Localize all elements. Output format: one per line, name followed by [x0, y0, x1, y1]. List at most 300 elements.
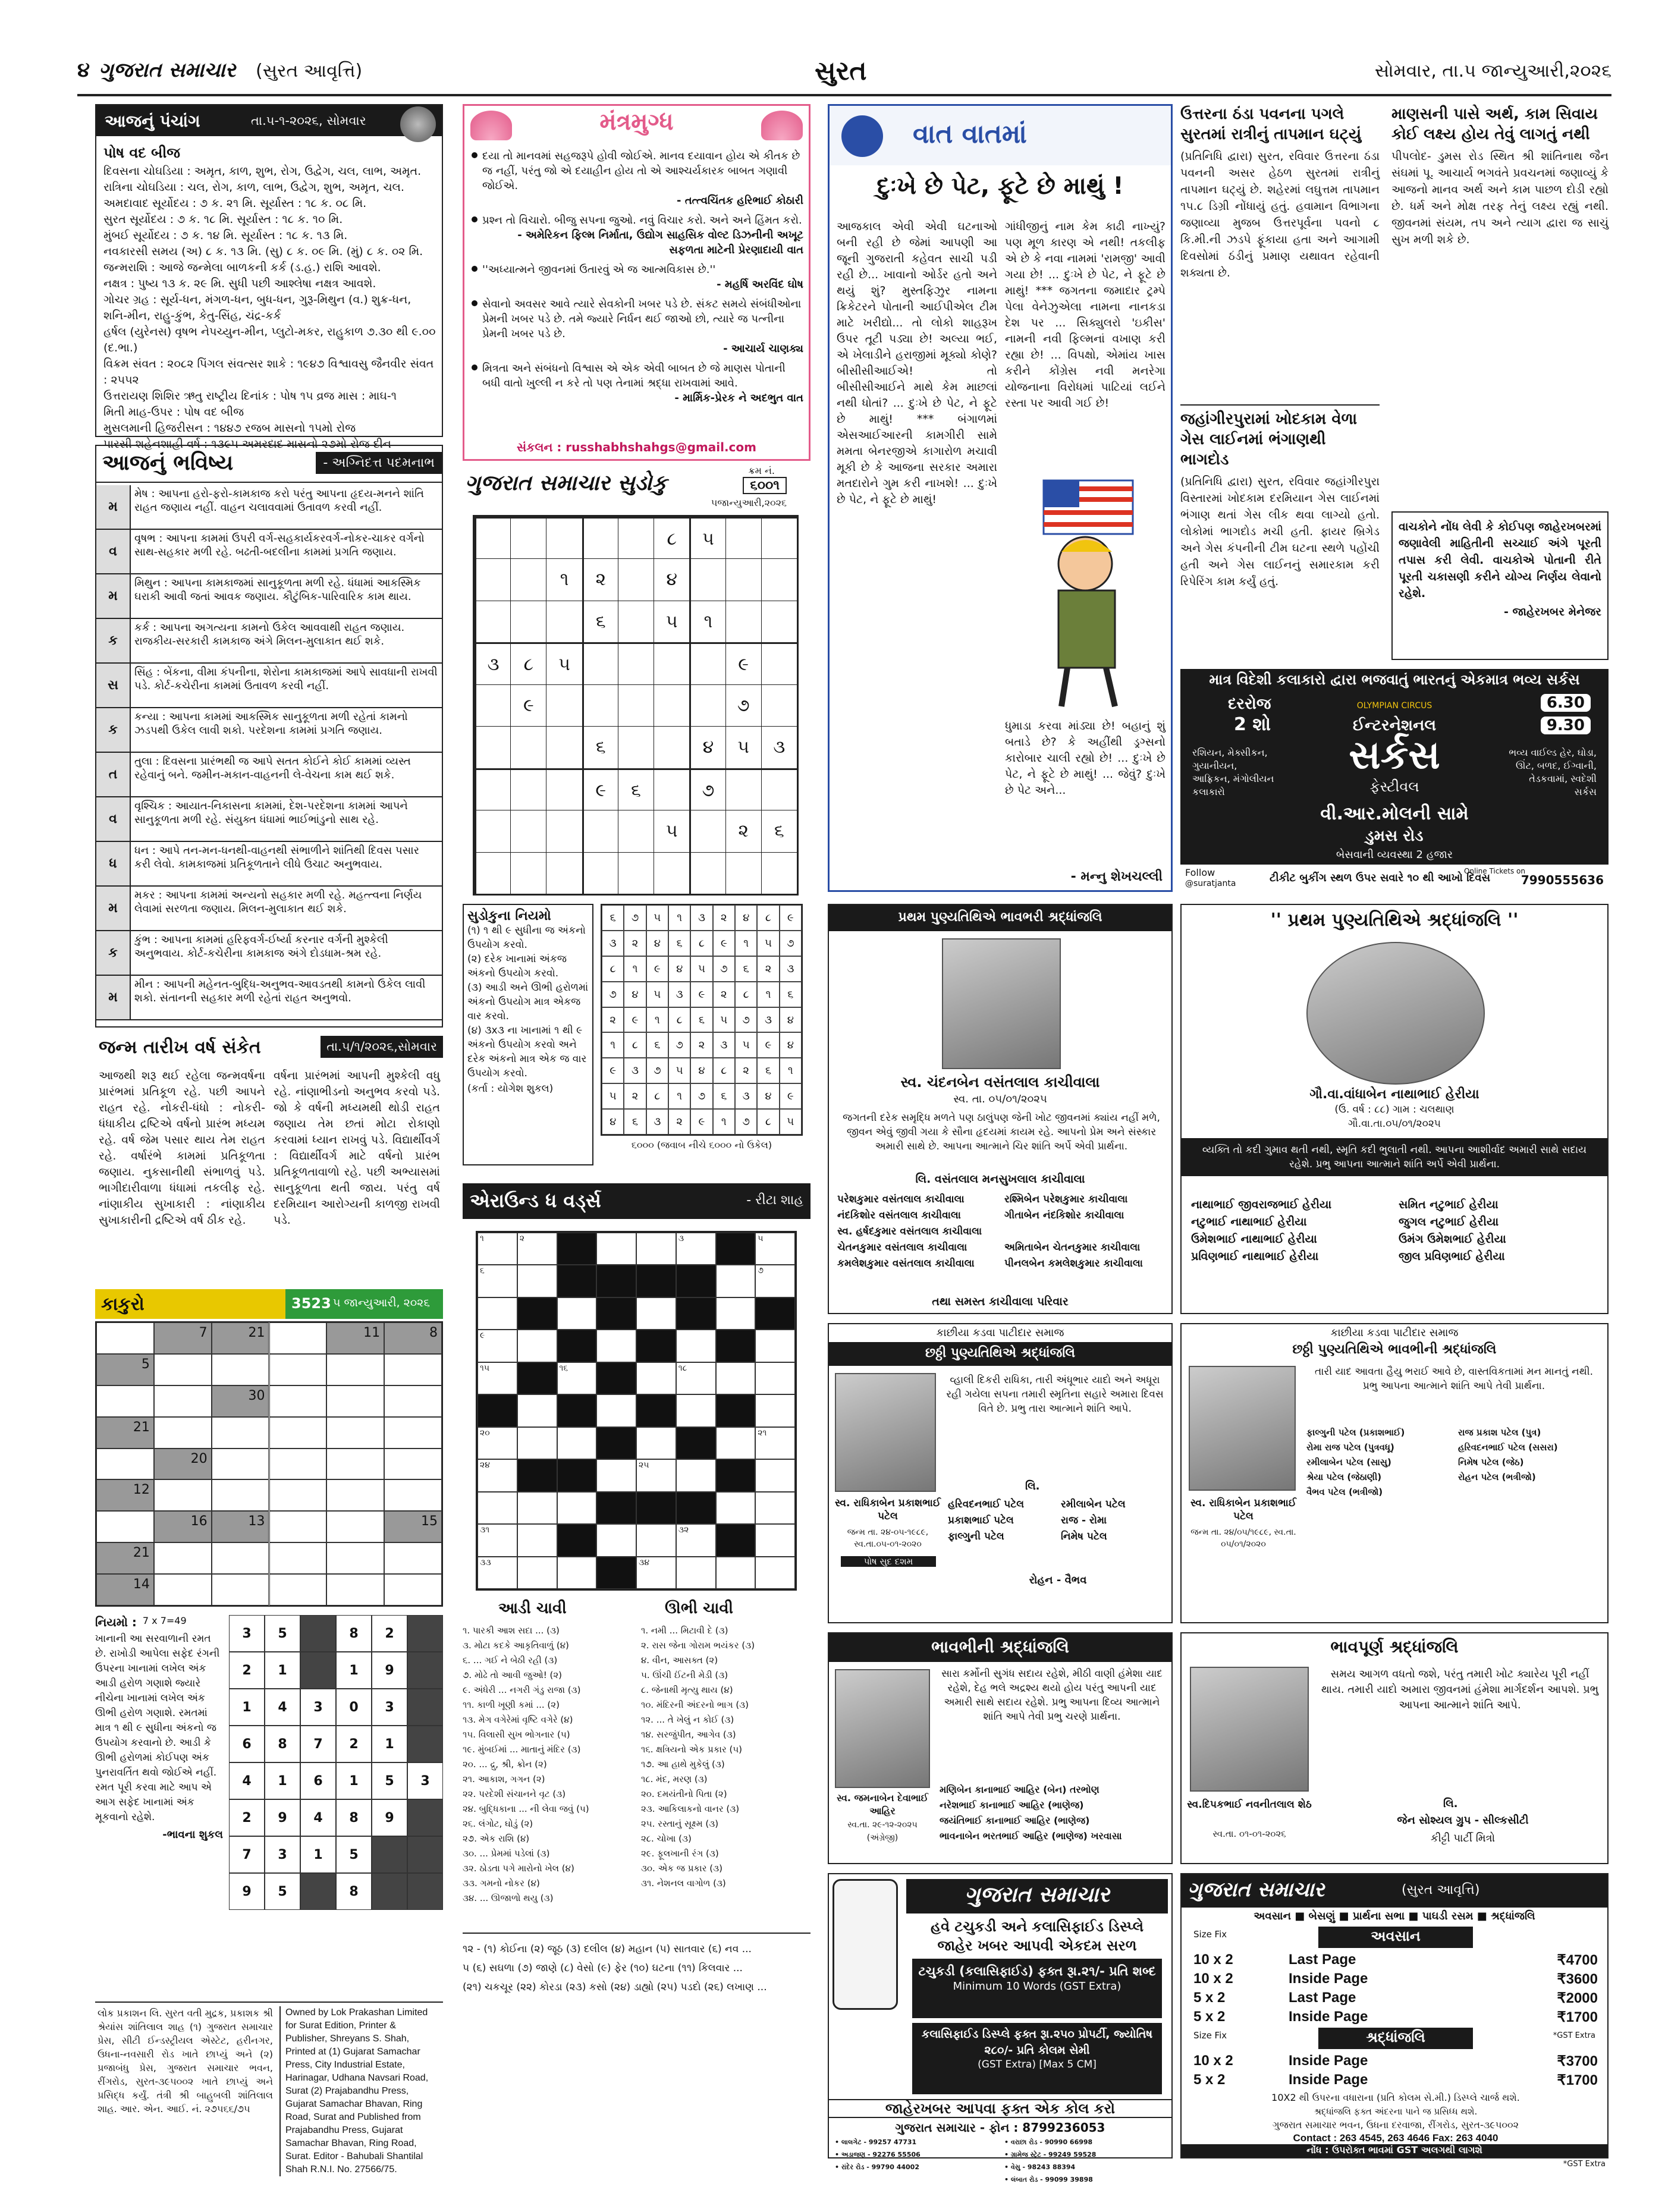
rashi-item [96, 753, 442, 797]
sudoku-cell [546, 726, 582, 768]
crossword-cell [517, 1233, 557, 1265]
imprint [95, 2002, 443, 2175]
janm-title: જન્મ તારીખ વર્ષ સંકેત [99, 1037, 261, 1058]
sudoku-cell [582, 517, 618, 558]
tribute-name: જીલ પ્રવિણભાઈ હેરીયા [1399, 1250, 1505, 1263]
ad2-gst-outer: *GST Extra [1563, 2160, 1606, 2169]
down-clue: ૩૧. નેશનલ વાગોળ (૩) [641, 1878, 726, 1889]
kakuro-rules-author: -ભાવના શુકલ [162, 1828, 223, 1841]
crossword-black-cell [716, 1330, 756, 1362]
kakuro-cell [269, 1511, 327, 1542]
kakuro-solution-cell: 1 [336, 1652, 372, 1689]
kakuro-solution-cell: 3 [229, 1615, 265, 1652]
sudoku-cell: ૫ [725, 726, 761, 768]
panchang-line: હર્ષલ (યુરેનસ) વૃષભ નેપચ્યુન-મીન, પ્લુટો-મકર, રાહુકાળ ૭.૩૦ થી ૯.૦૦ (દ.ભા.) [103, 325, 436, 354]
bullet-icon [472, 266, 477, 272]
sudoku-cell [546, 852, 582, 894]
sudoku-cell [475, 768, 510, 810]
kakuro-solution-cell [407, 1873, 443, 1910]
tribute-4-photo [1189, 1366, 1296, 1491]
kakuro-cell [269, 1322, 327, 1354]
sudoku-cell [582, 684, 618, 726]
news-2-title: જહાંગીરપુરામાં ખોદકામ વેળા ગેસ લાઈનમાં ભંગાણથી ભાગદોડ [1180, 410, 1358, 469]
sudoku-cell: ૮ [654, 517, 689, 558]
kakuro-clue: 30 [248, 1388, 265, 1403]
mantra-item [472, 213, 803, 257]
crossword-cell [477, 1557, 517, 1589]
tribute-name: જુગલ નટુભાઈ હેરીયા [1399, 1215, 1499, 1228]
vaat-col1: આજકાલ એવી એવી ઘટનાઓ બની રહી છે જેમાં આપણી આ જૂની ગુજરાતી કહેવત સાચી પડી રહી છે... ખાવાનો ઓર્ડર હતો અને થયું શું? મુસ્તફિઝુર નામના ક્રિકેટરને પોતાની આઈપીએલ ટીમ માટે ખરીદ્યો... તો લોકો શાહરૂખ ઉપર તૂટી પડ્યા છે! અલ્યા ભઈ, એ ખેલાડીને હરાજીમાં મૂક્યો કોણે? બીસીસીઆઈએ! તો બીસીસીઆઈને માથે કેમ માછલાં નથી ધોતાં? ... દુઃખે છે પેટ, ને ફૂટે છે માથું! *** બંગાળમાં એસઆઈઆરની કામગીરી સામે મમતા બેનરજીએ કાગારોળ મચાવી મૂકી છે કે આજના સરકાર અમારા મતદારોને ગુમ કરી નાખશે! ... દુઃખે છે પેટ, ને ફૂટે છે માથું! [837, 220, 997, 506]
tribute-name: જયંતિભાઈ કાનાભાઈ આહિર (ભાણેજ) [940, 1815, 1090, 1826]
crossword-number: ૧૬ [559, 1363, 568, 1373]
crossword-cell [517, 1524, 557, 1556]
circus-booking: ટીકીટ બુકીંગ સ્થળ ઉપર સવારે ૧૦ થી આખો દિવસ [1270, 872, 1491, 884]
tribute-name: રમીલાબેન પટેલ [1061, 1498, 1126, 1510]
panchang-line: પારસી શહેનશાહી વર્ષ : ૧૩૯૫ અમરદાદ માસનો ૨૭મો રોજ દીન [103, 438, 391, 451]
sudoku-cell [689, 810, 725, 852]
kakuro-clue: 21 [133, 1545, 150, 1561]
tribute-name: ફાલ્ગુની પટેલ (પ્રકાશભાઈ) [1306, 1427, 1405, 1438]
crossword-number: ૩૪ [639, 1557, 650, 1567]
crossword-black-cell [557, 1330, 597, 1362]
sudoku-prev-cell: ૩ [713, 1032, 735, 1058]
rashi-text: સિંહ : બેંકના, વીમા કંપનીના, શેરોના કામકાજમાં આપે સાવધાની રાખવી પડે. કોર્ટ-કચેરીના કામમાં ઉતાવળ કરવી નહીં. [134, 666, 438, 692]
crossword-cell [517, 1557, 557, 1589]
ad1-box-2-text: કલાસિફાઈડ ડિસ્પ્લે ફક્ત રૂા.૨૫૦ પ્રોપર્ટી, જ્યોતિષ ૨૮૦/- પ્રતિ કોલમ સેમી [921, 2028, 1153, 2057]
mantra-attribution: - માર્મિક-પ્રેરક ને અદભુત વાત [674, 392, 803, 404]
kakuro-solution-cell: 3 [265, 1836, 300, 1873]
kakuro-solution-cell: 6 [229, 1726, 265, 1762]
vaat-author: - મન્નુ શેખચલ્લી [1070, 869, 1163, 884]
kakuro-clue: 8 [429, 1325, 438, 1340]
crossword-cell [755, 1427, 795, 1459]
sudoku-prev-cell: ૪ [602, 1109, 624, 1135]
sudoku-prev-cell: ૩ [624, 1058, 646, 1083]
bhavishya-header [96, 446, 442, 483]
crossword-black-cell [596, 1265, 636, 1297]
crossword-number: ૨૪ [480, 1460, 490, 1471]
sudoku-prev-cell: ૧ [602, 1032, 624, 1058]
sudoku-cell [761, 768, 797, 810]
tribute-6-photo [1190, 1667, 1309, 1792]
mantra-attribution: - મહર્ષિ અરવિંદ ઘોષ [717, 278, 803, 291]
sudoku-cell: ૧ [689, 601, 725, 642]
crossword-author: - રીટા શાહ [746, 1193, 803, 1208]
tribute-name: કમલેશકુમાર વસંતલાલ કાચીવાલા [837, 1258, 975, 1270]
tribute-3 [828, 1323, 1173, 1623]
kakuro-clue: 11 [363, 1325, 381, 1340]
sudoku-cell [618, 517, 654, 558]
kakuro-cell [212, 1479, 269, 1511]
kakuro-solution-cell [300, 1652, 336, 1689]
kakuro-solution-cell: 8 [336, 1873, 372, 1910]
sudoku-rule: (૪) ૩x૩ ના ખાનામાં ૧ થી ૯ અંકનો ઉપયોગ કરવો અને દરેક અંકનો માત્ર એક જ વાર ઉપયોગ કરવો. [467, 1025, 587, 1079]
kakuro-solution-cell: 9 [229, 1873, 265, 1910]
kakuro-solution-cell: 3 [407, 1762, 443, 1799]
crossword-black-cell [676, 1492, 716, 1524]
sudoku-prev-solution [601, 904, 803, 1136]
crossword-black-cell [716, 1524, 756, 1556]
crossword-black-cell [557, 1524, 597, 1556]
rate-page: Inside Page [1289, 1971, 1368, 1987]
kakuro-cell [269, 1354, 327, 1385]
ad1-brand: ગુજરાત સમાચાર [906, 1879, 1168, 1913]
sudoku-prev-cell: ૩ [780, 956, 802, 982]
circus-time-1: 6.30 [1541, 694, 1591, 712]
sudoku-prev-cell: ૭ [646, 1058, 668, 1083]
tribute-5-names [940, 1782, 1168, 1844]
crossword-number: ૧ [480, 1234, 484, 1243]
tribute-name: • લંબાત રોડ - 99099 39898 [1004, 2176, 1093, 2183]
sudoku-prev-cell: ૮ [690, 931, 712, 956]
crossword-cell [636, 1362, 676, 1394]
sudoku-cell [725, 601, 761, 642]
tribute-name: • વેસુ - 98243 88394 [1004, 2163, 1076, 2171]
tribute-name: ઉમંગ ઉમેશભાઈ હેરીયા [1399, 1233, 1506, 1246]
kakuro-solution-cell: 0 [336, 1689, 372, 1726]
tribute-2-body: વ્યક્તિ તો કદી ગુમાવ થતી નથી, સ્મૃતિ કદી ભુલાતી નથી. આપના આશીર્વાદ અમારી સાથે સદાય રહેશે. પ્રભુ આપના આત્માને શાંતિ અર્પે એવી પ્રાર્થના. [1182, 1138, 1607, 1176]
sudoku-cell: ૭ [725, 684, 761, 726]
sudoku-rule: (૨) દરેક ખાનામાં અંકજ અંકનો ઉપયોગ કરવો. [467, 953, 567, 979]
panchang-line: ગોચર ગ્રહ : સૂર્ય-ધન, મંગળ-ધન, બુધ-ધન, ગુરૂ-મિથુન (વ.) શુક્ર-ધન, શનિ-મીન, રાહુ-કુંભ, કેતુ-સિંહ, ચંદ્ર-કર્ક [103, 293, 411, 322]
sudoku-cell [618, 810, 654, 852]
kakuro-solution-cell: 4 [265, 1689, 300, 1726]
rate-value: ₹4700 [1557, 1952, 1598, 1968]
sudoku-prev-cell: ૫ [713, 1007, 735, 1033]
tribute-3-name: સ્વ. રાધિકાબેન પ્રકાશભાઈ પટેલ [835, 1497, 941, 1522]
kakuro-cell [212, 1542, 269, 1574]
janm-box [95, 1033, 443, 1283]
mantra-item [472, 149, 803, 208]
tribute-5 [828, 1632, 1173, 1864]
crossword-black-cell [596, 1297, 636, 1330]
sudoku-prev-caption: ૬૦૦૦ (જવાબ નીચે ૬૦૦૦ નો ઉકેલ) [631, 1139, 772, 1151]
panchang-line: મુસલમાની હિજરીસન : ૧૪૪૭ રજબ માસનો ૧૫મો રોજ [103, 422, 356, 435]
sudoku-prev-cell: ૯ [713, 931, 735, 956]
kakuro-clue-cell [212, 1511, 269, 1542]
rashi-item [96, 887, 442, 931]
sudoku-cell [475, 601, 510, 642]
tribute-name: રમીલાબેન પટેલ (સાસુ) [1306, 1457, 1391, 1468]
rashi-text: મીન : આપની મહેનત-બુદ્ધિ-અનુભવ-આવડતથી કામનો ઉકેલ લાવી શકો. સંતાનની સહકાર મળી રહેતાં રાહત અનુભવો. [134, 978, 426, 1004]
sudoku-cell [510, 726, 546, 768]
ad1-box-1 [912, 1959, 1162, 2018]
crossword-number: ૧૫ [480, 1363, 490, 1373]
rashi-text: મકર : આપના કામમાં અન્યનો સહકાર મળી રહે. મહત્ત્વના નિર્ણય લેવામાં સરળતા જણાય. મિલન-મુલાકાત થઈ શકે. [134, 889, 422, 915]
kakuro-clue: 15 [420, 1514, 438, 1529]
kakuro-clue: 20 [190, 1451, 208, 1466]
sudoku-cell [618, 684, 654, 726]
sudoku-cell [761, 601, 797, 642]
tribute-3-body: વ્હાલી દિકરી રાધિકા, તારી અંધૂભાર યાદો અને અધૂરા રહી ગયેલા સપના તમારી સ્મૃતિના સહારે અમારા દિવસ વિતે છે. પ્રભુ તારા આત્માને શાંતિ આપે. [946, 1374, 1164, 1415]
crossword-cell [755, 1394, 795, 1427]
kakuro-cell [269, 1574, 327, 1605]
crossword-cell [557, 1362, 597, 1394]
ad2-contact[interactable]: Contact : 263 4545, 263 4646 Fax: 263 4040 [1293, 2132, 1498, 2144]
tribute-name: • લાલગેટ - 99257 47731 [835, 2138, 917, 2146]
kakuro-solution-cell: 5 [372, 1762, 407, 1799]
kakuro-solution-cell: 4 [300, 1799, 336, 1836]
crossword-cell [517, 1265, 557, 1297]
crossword-cell [716, 1362, 756, 1394]
crossword-number: ૭ [758, 1266, 764, 1276]
sudoku-cell: ૩ [761, 726, 797, 768]
kakuro-clue: 21 [133, 1419, 150, 1435]
rashi-item [96, 708, 442, 753]
kakuro-cell [154, 1479, 212, 1511]
sudoku-prev-cell: ૬ [668, 931, 690, 956]
sudoku-label: ક્રમ નં. [748, 465, 775, 476]
ad1-contact[interactable]: ગુજરાત સમાચાર - ફોન : 8799236053 [895, 2120, 1105, 2135]
rate-size: 5 x 2 [1193, 2009, 1226, 2025]
kakuro-solution-cell [407, 1689, 443, 1726]
kakuro-solution-cell: 5 [336, 1836, 372, 1873]
rate-row [1193, 1950, 1598, 1969]
sudoku-cell [761, 852, 797, 894]
across-clue: ૧૯. મુંબઈમાં ... માતાનું મંદિર (૩) [463, 1744, 581, 1755]
bhavishya-title: આજનું ભવિષ્ય [102, 451, 234, 475]
kakuro-clue-cell [384, 1511, 442, 1542]
down-clue: ૧૬. ક્ષત્રિયનો એક પ્રકાર (૫) [641, 1744, 743, 1755]
sudoku-prev-cell: ૬ [735, 956, 757, 982]
tribute-6 [1180, 1632, 1609, 1864]
kakuro-solution-cell: 1 [265, 1652, 300, 1689]
tribute-4-names [1306, 1425, 1604, 1500]
notice-author: - જાહેરખબર મેનેજર [1504, 605, 1601, 618]
sudoku-prev-cell: ૨ [602, 1007, 624, 1033]
kakuro-clue: 12 [133, 1482, 150, 1498]
kakuro-cell [269, 1542, 327, 1574]
crossword-cell [477, 1233, 517, 1265]
crossword-cell [477, 1459, 517, 1491]
tribute-2-names [1191, 1196, 1600, 1265]
crossword-black-cell [636, 1265, 676, 1297]
sudoku-cell [475, 810, 510, 852]
tribute-2 [1180, 904, 1609, 1314]
tribute-name: રશ્મિબેન પરેશકુમાર કાચીવાલા [1004, 1193, 1128, 1205]
panchang-line: રાત્રિના ચોઘડિયા : ચલ, રોગ, કાળ, લાભ, ઉદ્વેગ, શુભ, અમૃત, ચલ. [103, 181, 404, 194]
crossword-number: ૨ [519, 1234, 524, 1243]
ad2-header [1182, 1874, 1607, 1908]
down-clue: ૨. રાસ જેના ગોરામ ભયંકર (૩) [641, 1640, 755, 1651]
mantra-item [472, 297, 803, 356]
kakuro-cell [212, 1574, 269, 1605]
sudoku-prev-cell: ૭ [602, 982, 624, 1007]
tribute-3-dates: જન્મ તા. ૨૪-૦૫-૧૯૮૯, સ્વ.તા.૦૫-૦૧-૨૦૨૦ [847, 1528, 929, 1549]
rashi-item [96, 797, 442, 842]
tribute-name: રોમા રાજ પટેલ (પુત્રવધૂ) [1306, 1442, 1394, 1453]
sudoku-rule: (૧) ૧ થી ૯ સુધીના જ અંકનો ઉપયોગ કરવો. [467, 925, 586, 951]
sudoku-prev-cell: ૩ [668, 982, 690, 1007]
mantra-title: મંત્રમુગ્ધ [599, 108, 674, 136]
edition-name: (સુરત આવૃત્તિ) [256, 61, 363, 81]
crossword-cell [557, 1492, 597, 1524]
across-clue: ૨૪. બુદ્ધિકાના ... ની લેવા જવું (૫) [463, 1803, 589, 1814]
sudoku-prev-cell: ૫ [602, 1083, 624, 1109]
answer-line: ૧૨ - (૧) કોઈના (૨) જૂઠ (૩) દલીલ (૪) મહાન (૫) સાતવાર (૬) નવ ... [463, 1943, 752, 1955]
mantra-text: દયા તો માનવમાં સહજરૂપે હોવી જોઈએ. માનવ દયાવાન હોય એ કીતક છે જ નહીં, પરંતુ જો એ દયાહીન હોય તો એ આશ્ચર્યકારક બાબત ગણાવી જોઈએ. [482, 150, 800, 192]
kakuro-clue: 5 [141, 1356, 150, 1372]
tribute-name: ફાલ્ગુની પટેલ [948, 1531, 1004, 1542]
kakuro-clue-cell [96, 1542, 154, 1574]
sudoku-prev-cell: ૪ [735, 905, 757, 931]
kakuro-solution [229, 1615, 443, 1912]
sudoku-prev-cell: ૭ [668, 1032, 690, 1058]
kakuro-solution-cell: 4 [229, 1762, 265, 1799]
sudoku-prev-cell: ૯ [780, 1083, 802, 1109]
crossword-cell [676, 1557, 716, 1589]
circus-name: સર્કસ [1349, 732, 1440, 778]
sudoku-prev-cell: ૩ [602, 931, 624, 956]
sudoku-prev-cell: ૪ [646, 931, 668, 956]
across-clue: ૧૩. મેગ વગેરેમાં વૃષ્ટિ વગેરે (૪) [463, 1714, 573, 1725]
kakuro-solution-cell [300, 1873, 336, 1910]
circus-brand: OLYMPIAN CIRCUS [1356, 701, 1432, 711]
panchang-tithi: પોષ વદ બીજ [103, 144, 180, 161]
sudoku-prev-cell: ૩ [646, 1109, 668, 1135]
sudoku-number: ૬૦૦૧ [743, 477, 787, 494]
rashi-item [96, 931, 442, 976]
mantra-list [472, 149, 803, 410]
rashi-item [96, 842, 442, 887]
circus-phone[interactable]: 7990555636 [1521, 873, 1604, 887]
tribute-1-header: પ્રથમ પુણ્યતિથિએ ભાવભરી શ્રદ્ધાંજલિ [829, 905, 1171, 931]
sudoku-cell [725, 558, 761, 600]
sudoku-cell [475, 558, 510, 600]
sudoku-header [463, 464, 810, 511]
circus-ad[interactable] [1180, 669, 1609, 892]
circus-venue-1: વી.આર.મોલની સામે [1320, 803, 1469, 824]
crossword-header [463, 1183, 810, 1219]
sudoku-prev-cell: ૬ [757, 1058, 779, 1083]
rashi-item [96, 485, 442, 530]
kakuro-clue: 13 [248, 1514, 265, 1529]
crossword-black-cell [517, 1459, 557, 1491]
kakuro-cell [212, 1354, 269, 1385]
kakuro-solution-cell [407, 1836, 443, 1873]
sudoku-prev-cell: ૧ [780, 1058, 802, 1083]
kakuro-rules-title: નિયમો : [95, 1615, 137, 1629]
tribute-name: રાજ - રોમા [1061, 1515, 1107, 1526]
crossword-clues [463, 1600, 810, 1921]
kakuro-clue: 14 [133, 1577, 150, 1592]
kakuro-rules-text: ખાનાની આ સરવાળાની રમત છે. રાખોડી આપેલા સફેદ રંગની ઉપરના ખાનામાં લખેલ અંક આડી હરોળ ગણાશે જ્યારે નીચેના ખાનામાં લખેલ અંક ઊભી હરોળ ગણાશે. રમતમાં માત્ર ૧ થી ૯ સુધીના અંકનો જ ઉપયોગ કરવાનો છે. આડી કે ઊભી હરોળમાં કોઈપણ અંક પુનરાવર્તિત થવો જોઈએ નહીં. રમત પૂરી કરવા માટે આપ એ આગ સફેદ ખાનામાં અંક મૂકવાનો રહેશે. [95, 1633, 220, 1823]
rashi-symbol-icon: ક [96, 708, 131, 752]
tribute-name: નંદકિશોર વસંતલાલ કાચીવાલા [837, 1209, 961, 1221]
rashi-symbol-icon: સ [96, 664, 131, 707]
kakuro-clue-cell [96, 1479, 154, 1511]
down-clue: ૧૭. આ હાથે મુકેલું (૩) [641, 1759, 725, 1770]
across-clue: ૩૩. ગમનો નોકર (૪) [463, 1878, 540, 1889]
mantra-attribution: - તત્ત્વચિંતક હરિભાઈ કોઠારી [676, 194, 803, 207]
crossword-cell [477, 1524, 517, 1556]
circus-handle[interactable]: @suratjanta [1185, 879, 1236, 888]
kakuro-cell [96, 1511, 154, 1542]
sudoku-prev-cell: ૯ [780, 905, 802, 931]
tribute-name: ગીતાબેન નંદકિશોર કાચીવાલા [1004, 1209, 1124, 1221]
kakuro-header [95, 1289, 443, 1319]
sudoku-prev-cell: ૭ [735, 1007, 757, 1033]
classified-ad[interactable] [828, 1873, 1173, 2183]
notice-text: વાચકોને નોંધ લેવી કે કોઈપણ જાહેરખબરમાં જણાવેલી માહિતીની સચ્ચાઈ અંગે પૂરતી તપાસ કરી લેવી. વાચકોએ પોતાની રીતે પૂરતી ચકાસણી કરીને યોગ્ય નિર્ણય લેવાનો રહેશે. [1399, 520, 1601, 600]
crossword-black-cell [596, 1557, 636, 1589]
kakuro-solution-cell [300, 1615, 336, 1652]
sudoku-prev-cell: ૪ [690, 1058, 712, 1083]
across-clue: ૩. મોટા કદકે આકૃતિવાળું (૪) [463, 1640, 569, 1651]
tribute-name: ઉમેશભાઈ નાથાભાઈ હેરીયા [1191, 1233, 1317, 1246]
crossword-number: ૩૨ [678, 1525, 689, 1535]
kakuro-cell [154, 1417, 212, 1449]
kakuro-solution-cell: 1 [265, 1762, 300, 1799]
sudoku-prev-cell: ૭ [624, 905, 646, 931]
down-clue: ૧૪. સરજુંપીત, આગેવ (૩) [641, 1729, 736, 1740]
rates-ad[interactable] [1180, 1873, 1609, 2158]
tribute-5-photo [835, 1669, 930, 1788]
crossword-cell [636, 1557, 676, 1589]
down-clue: ૧૮. મંદ, મરણ (૩) [641, 1774, 708, 1784]
kakuro-cell [154, 1385, 212, 1417]
sudoku-prev-cell: ૨ [735, 1058, 757, 1083]
kakuro-solution-cell [407, 1799, 443, 1836]
vaat-headline: દુઃખે છે પેટ, ફૂટે છે માથું ! [877, 172, 1124, 200]
rate-row [1193, 1988, 1598, 2007]
rashi-symbol-icon: મ [96, 485, 131, 529]
kakuro-cell [154, 1574, 212, 1605]
rate-page: Inside Page [1289, 2072, 1368, 2088]
ad1-branches [835, 2136, 1168, 2186]
rashi-symbol-icon: ક [96, 931, 131, 975]
imprint-english: Owned by Lok Prakashan Limited for Surat Edition, Printer & Publisher, Shreyans S. Shah, Printed at (1) Gujarat Samachar Press, City Industrial Estate, Harinagar, Udhana Navsari Road, Surat (2) Prajabandhu Press, Gujarat Samachar Bhavan, Ring Road, Surat and Published from Prajabandhu Press, Gujarat Samachar Bhavan, Ring Road, Surat. Editor - Bahubali Shantilal Shah R.N.I. No. 27566/75. [279, 2006, 440, 2176]
crossword-black-cell [517, 1362, 557, 1394]
sudoku-prev-cell: ૫ [757, 931, 779, 956]
tribute-name: વૈભવ પટેલ (ભત્રીજો) [1306, 1487, 1383, 1497]
tribute-1-by: લિ. વસંતલાલ મનસુખલાલ કાચીવાલા [915, 1173, 1085, 1186]
crossword-cell [477, 1362, 517, 1394]
tribute-1-body: જગતની દરેક સમૃદ્ધિ મળતે પણ ઠાલુંપણ જેની ખોટ જીવનમાં ક્યાંય નહીં મળે, જીવન એવું જીવી ગયા કે સૌના હૃદયમાં કાયમ રહે. આપનો પ્રેમ અને સંસ્કાર અમારી સાથે છે. આપના આત્માને ચિર શાંતિ અર્પે એવી પ્રાર્થના. [843, 1112, 1160, 1152]
rashi-list [96, 485, 442, 1020]
crossword-black-cell [557, 1265, 597, 1297]
sudoku-prev-cell: ૬ [624, 1109, 646, 1135]
ad1-box-1-text: ટચુકડી (કલાસિફાઈડ) ફક્ત રૂા.૨૧/- પ્રતિ શબ્દ [918, 1964, 1156, 1978]
kakuro-solution-cell: 2 [372, 1615, 407, 1652]
circus-right-items: ભવ્ય વાઈલ્ડ હેર, ઘોડા, ઊંટ, બળદ, ઈગ્વાની, તેડકવામાં, સ્વદેશી સર્કસ [1509, 747, 1597, 797]
kakuro-cell [384, 1417, 442, 1449]
tribute-5-place: (અંગ્રેજી) [866, 1833, 899, 1843]
sudoku-cell [761, 642, 797, 684]
crossword-cell [596, 1459, 636, 1491]
crossword-cell [716, 1492, 756, 1524]
sudoku-cell [725, 517, 761, 558]
crossword-black-cell [596, 1362, 636, 1394]
down-clue: ૪. વીન, આસક્ત (૨) [641, 1655, 718, 1666]
kakuro-clue-cell [154, 1322, 212, 1354]
sudoku-cell [725, 768, 761, 810]
sudoku-prev-cell: ૮ [713, 1058, 735, 1083]
rate-size: 5 x 2 [1193, 2072, 1226, 2088]
ad2-note-2: શ્રદ્ધાંજલિ ફક્ત અંદરના પાને જ પ્રસિધ્ધ થશે. [1314, 2106, 1478, 2117]
kakuro-cell [326, 1385, 384, 1417]
sudoku-prev-cell: ૭ [713, 956, 735, 982]
rashi-item [96, 619, 442, 664]
rashi-text: તુલા : દિવસના પ્રારંભથી જ આપે સતત કોઈને કોઈ કામમાં વ્યસ્ત રહેવાનું બને. જમીન-મકાન-વાહનની લે-વેચના કામ થઈ શકે. [134, 755, 411, 781]
crossword-black-cell [676, 1297, 716, 1330]
sudoku-cell [618, 642, 654, 684]
across-clue: ૭. મોઢે તો આવી જુઓ! (૨) [463, 1670, 563, 1680]
sudoku-prev-cell: ૯ [690, 1109, 712, 1135]
kakuro-cell [384, 1354, 442, 1385]
crossword-cell [716, 1427, 756, 1459]
panchang-box [95, 104, 443, 451]
